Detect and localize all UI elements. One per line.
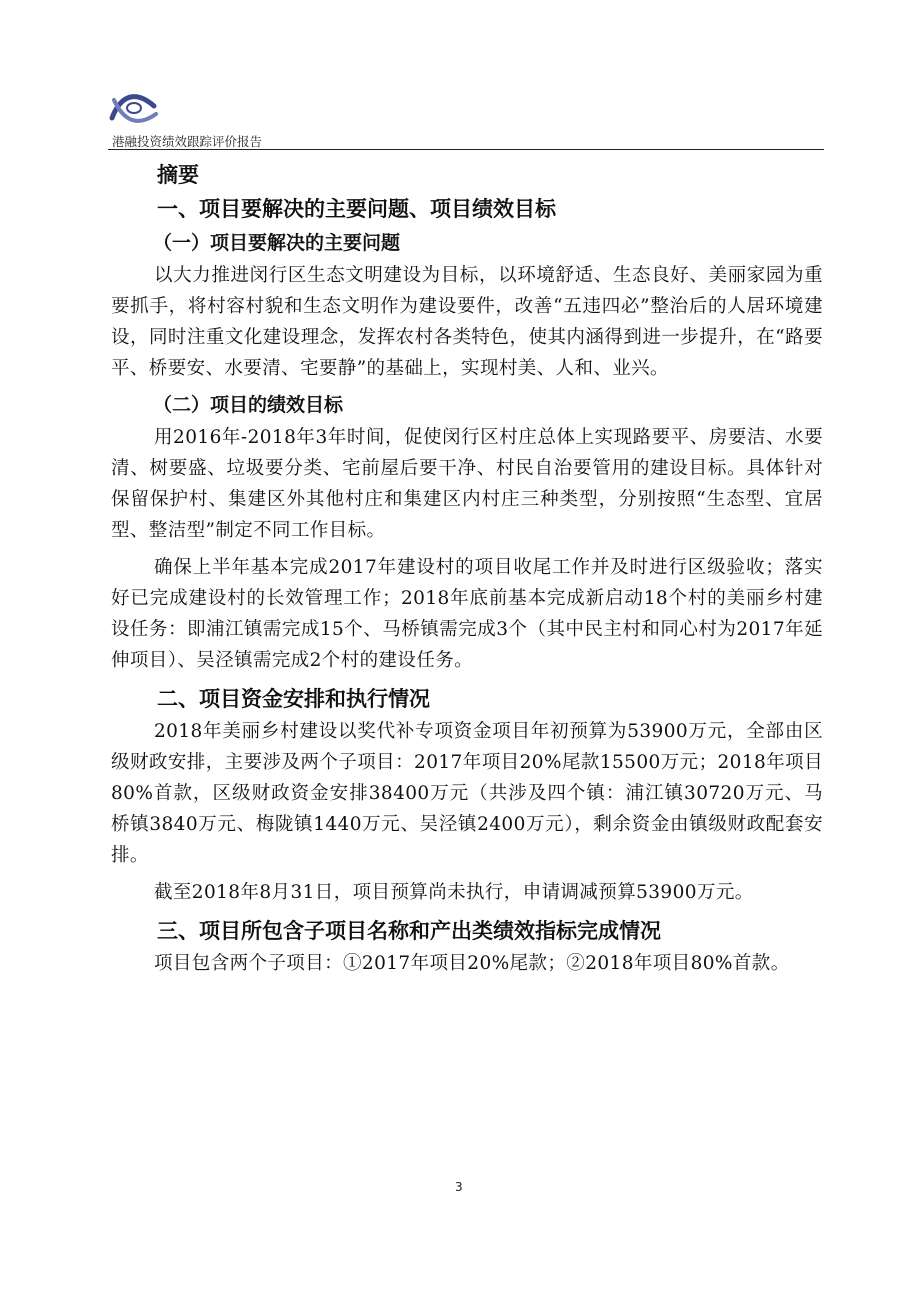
section3-heading: 三、项目所包含子项目名称和产出类绩效指标完成情况 [157, 919, 661, 943]
section2-heading: 二、项目资金安排和执行情况 [157, 687, 430, 711]
section3-paragraph-1: 项目包含两个子项目：①2017年项目20%尾款；②2018年项目80%首款。 [154, 953, 790, 974]
section1-sub2-paragraph-1: 用2016年-2018年3年时间，促使闵行区村庄总体上实现路要平、房要洁、水要清、树要盛、垃圾要分类、宅前屋后要干净、村民自治要管用的建设目标。具体针对保留保护村、集建区外其他村庄和集建区内村庄三种类型，分别按照“生态型、宜居型、整洁型”制定不同工作目标。 [111, 427, 823, 541]
section1-heading: 一、项目要解决的主要问题、项目绩效目标 [157, 197, 556, 221]
document-body [111, 158, 823, 979]
section2-paragraph-1: 2018年美丽乡村建设以奖代补专项资金项目年初预算为53900万元，全部由区级财政安排，主要涉及两个子项目：2017年项目20%尾款15500万元；2018年项目80%首款，区级财政资金安排38400万元（共涉及四个镇：浦江镇30720万元、马桥镇3840万元、梅陇镇1440万元、吴泾镇2400万元），剩余资金由镇级财政配套安排。 [111, 721, 823, 866]
page-header [108, 88, 824, 152]
page-number: 3 [455, 1180, 463, 1194]
section1-sub1-paragraph: 以大力推进闵行区生态文明建设为目标，以环境舒适、生态良好、美丽家园为重要抓手，将村容村貌和生态文明作为建设要件，改善“五违四必”整治后的人居环境建设，同时注重文化建设理念，发挥农村各类特色，使其内涵得到进一步提升，在“路要平、桥要安、水要清、宅要静”的基础上，实现村美、人和、业兴。 [111, 265, 823, 379]
company-logo-icon [108, 88, 160, 128]
abstract-heading: 摘要 [157, 163, 199, 187]
section2-paragraph-2: 截至2018年8月31日，项目预算尚未执行，申请调减预算53900万元。 [154, 882, 754, 903]
section1-sub2-paragraph-2: 确保上半年基本完成2017年建设村的项目收尾工作并及时进行区级验收；落实好已完成建设村的长效管理工作；2018年底前基本完成新启动18个村的美丽乡村建设任务：即浦江镇需完成15个、马桥镇需完成3个（其中民主村和同心村为2017年延伸项目）、吴泾镇需完成2个村的建设任务。 [111, 557, 823, 671]
section1-sub2-heading: （二）项目的绩效目标 [153, 394, 344, 416]
report-title: 港融投资绩效跟踪评价报告 [112, 134, 263, 149]
section1-sub1-heading: （一）项目要解决的主要问题 [153, 232, 401, 254]
header-divider [108, 149, 824, 150]
